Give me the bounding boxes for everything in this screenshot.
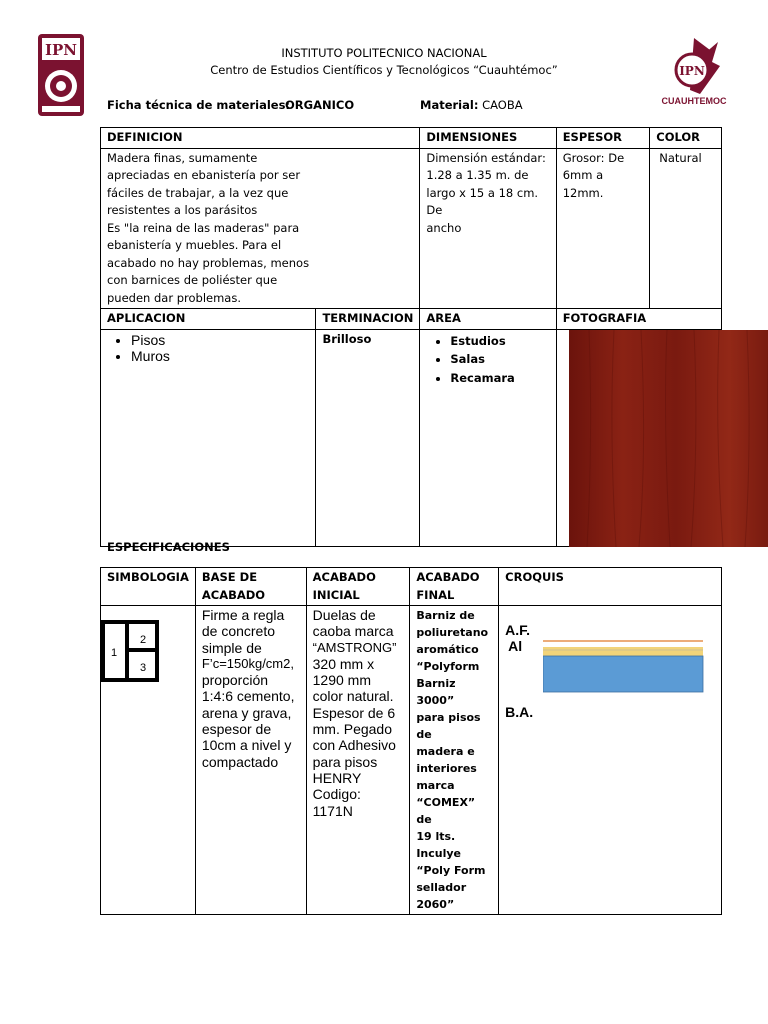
floor-layers-sketch [543, 636, 705, 696]
ficha-label: Ficha técnica de materiales: [107, 98, 291, 112]
base-line: arena y grava, [201, 704, 292, 721]
material-label: Material: [420, 98, 479, 112]
header-espesor: ESPESOR [556, 128, 650, 149]
header-area: AREA [420, 309, 556, 330]
base-line: compactado [201, 753, 279, 770]
inicial-line: con Adhesivo [312, 737, 396, 754]
institution-title: INSTITUTO POLITECNICO NACIONAL [281, 46, 487, 60]
area-cell [420, 329, 556, 546]
especificaciones-title: ESPECIFICACIONES [107, 540, 230, 554]
croquis-ba-label: B.A. [505, 704, 534, 720]
layer-wood [543, 647, 703, 656]
final-line: “Poly Form [416, 864, 486, 877]
inicial-line: para pisos [312, 753, 378, 770]
inicial-line: mm. Pegado [312, 721, 392, 738]
inicial-line: 1290 mm [312, 672, 371, 689]
final-line: para pisos de [416, 711, 481, 741]
header-base: BASE DE ACABADO [195, 568, 306, 606]
inicial-line: “AMSTRONG” [312, 639, 397, 655]
inicial-line: Duelas de [312, 607, 376, 623]
final-line: interiores [416, 762, 477, 775]
base-line: Firme a regla [201, 607, 285, 623]
header-definicion: DEFINICION [101, 128, 420, 149]
base-line: espesor de [201, 721, 272, 738]
dimensiones-line: ancho [426, 220, 462, 235]
espesor-cell [556, 148, 650, 309]
croquis-al-label: Al [508, 638, 523, 654]
dimensiones-line: Dimensión estándar: [426, 150, 546, 165]
header-final: ACABADO FINAL [410, 568, 499, 606]
symbol-label-1: 1 [111, 647, 118, 659]
material-value: CAOBA [482, 98, 523, 112]
symbol-label-3: 3 [140, 662, 147, 674]
terminacion-cell: Brilloso [316, 329, 420, 546]
header-croquis: CROQUIS [499, 568, 722, 606]
croquis-af-label: A.F. [505, 622, 531, 638]
final-line: marca [416, 779, 455, 792]
material-table [100, 127, 722, 547]
definicion-line: Madera finas, sumamente [107, 150, 258, 165]
base-line: proporción [201, 672, 269, 689]
header-inicial: ACABADO INICIAL [306, 568, 410, 606]
inicial-line: 1171N [312, 802, 353, 819]
ficha-value: ORGANICO [285, 98, 355, 112]
specs-table [100, 567, 722, 915]
wood-photo [569, 330, 768, 547]
definicion-line: pueden dar problemas. [107, 290, 241, 305]
inicial-line: Codigo: [312, 786, 361, 803]
svg-text:CUAUHTEMOC: CUAUHTEMOC [661, 96, 727, 106]
header-terminacion: TERMINACION [316, 309, 420, 330]
espesor-line: 6mm a [562, 168, 604, 182]
material-line [420, 98, 523, 112]
inicial-line: HENRY [312, 769, 362, 786]
croquis-cell [499, 606, 722, 915]
base-line: F’c=150kg/cm2, [201, 655, 294, 671]
definicion-cell [101, 148, 420, 309]
definicion-line: con barnices de poliéster que [107, 273, 278, 287]
header-color: COLOR [650, 128, 722, 149]
definicion-line: Es "la reina de las maderas" para [107, 220, 300, 235]
area-item: • Recamara [450, 369, 549, 388]
espesor-line: 12mm. [562, 185, 604, 200]
fotografia-cell [556, 329, 721, 546]
header-aplicacion: APLICACION [101, 309, 316, 330]
inicial-cell [306, 606, 410, 915]
final-cell [410, 606, 499, 915]
final-line: 2060” [416, 898, 455, 911]
simbologia-cell [101, 606, 196, 915]
base-line: 1:4:6 cemento, [201, 688, 295, 705]
base-line: 10cm a nivel y [201, 737, 292, 754]
final-line: sellador [416, 881, 467, 894]
symbol-label-2: 2 [140, 634, 147, 646]
svg-text:IPN: IPN [44, 41, 78, 59]
dimensiones-line: largo x 15 a 18 cm. De [426, 185, 539, 217]
header-fotografia: FOTOGRAFIA [556, 309, 721, 330]
definicion-line: apreciadas en ebanistería por ser [107, 168, 301, 182]
area-item: • Salas [450, 350, 549, 369]
inicial-line: 320 mm x [312, 655, 375, 672]
final-line: madera e [416, 745, 475, 758]
dimensiones-line: 1.28 a 1.35 m. de [426, 168, 529, 182]
final-line: “Polyform [416, 660, 480, 673]
center-title: Centro de Estudios Científicos y Tecnológicos “Cuauhtémoc” [210, 63, 558, 77]
color-cell [650, 148, 722, 309]
definicion-line: ebanistería y muebles. Para el [107, 238, 282, 252]
base-line: simple de [201, 639, 262, 656]
svg-text:IPN: IPN [679, 64, 705, 78]
inicial-line: Espesor de 6 [312, 704, 396, 721]
definicion-line: resistentes a los parásitos [107, 203, 258, 217]
layer-concrete [543, 656, 703, 692]
definicion-line: fáciles de trabajar, a la vez que [107, 185, 289, 200]
base-line: de concreto [201, 623, 276, 640]
color-value: Natural [659, 150, 702, 165]
inicial-line: color natural. [312, 688, 394, 705]
dimensiones-cell [420, 148, 556, 309]
base-cell [195, 606, 306, 915]
final-line: Barniz de [416, 609, 475, 622]
aplicacion-item: • Pisos [131, 332, 309, 348]
aplicacion-cell [101, 329, 316, 546]
symbol-diagram [101, 620, 163, 682]
aplicacion-item: • Muros [131, 348, 309, 364]
area-item: • Estudios [450, 332, 549, 351]
header-dimensiones: DIMENSIONES [420, 128, 556, 149]
final-line: poliuretano [416, 626, 489, 639]
final-line: Barniz 3000” [416, 677, 456, 707]
inicial-line: caoba marca [312, 623, 394, 640]
espesor-line: Grosor: De [562, 150, 625, 165]
final-line: “COMEX” de [416, 796, 476, 826]
header-simbologia: SIMBOLOGIA [101, 568, 196, 606]
final-line: aromático [416, 643, 479, 656]
final-line: 19 lts. Inculye [416, 830, 462, 860]
definicion-line: acabado no hay problemas, menos [107, 255, 310, 270]
